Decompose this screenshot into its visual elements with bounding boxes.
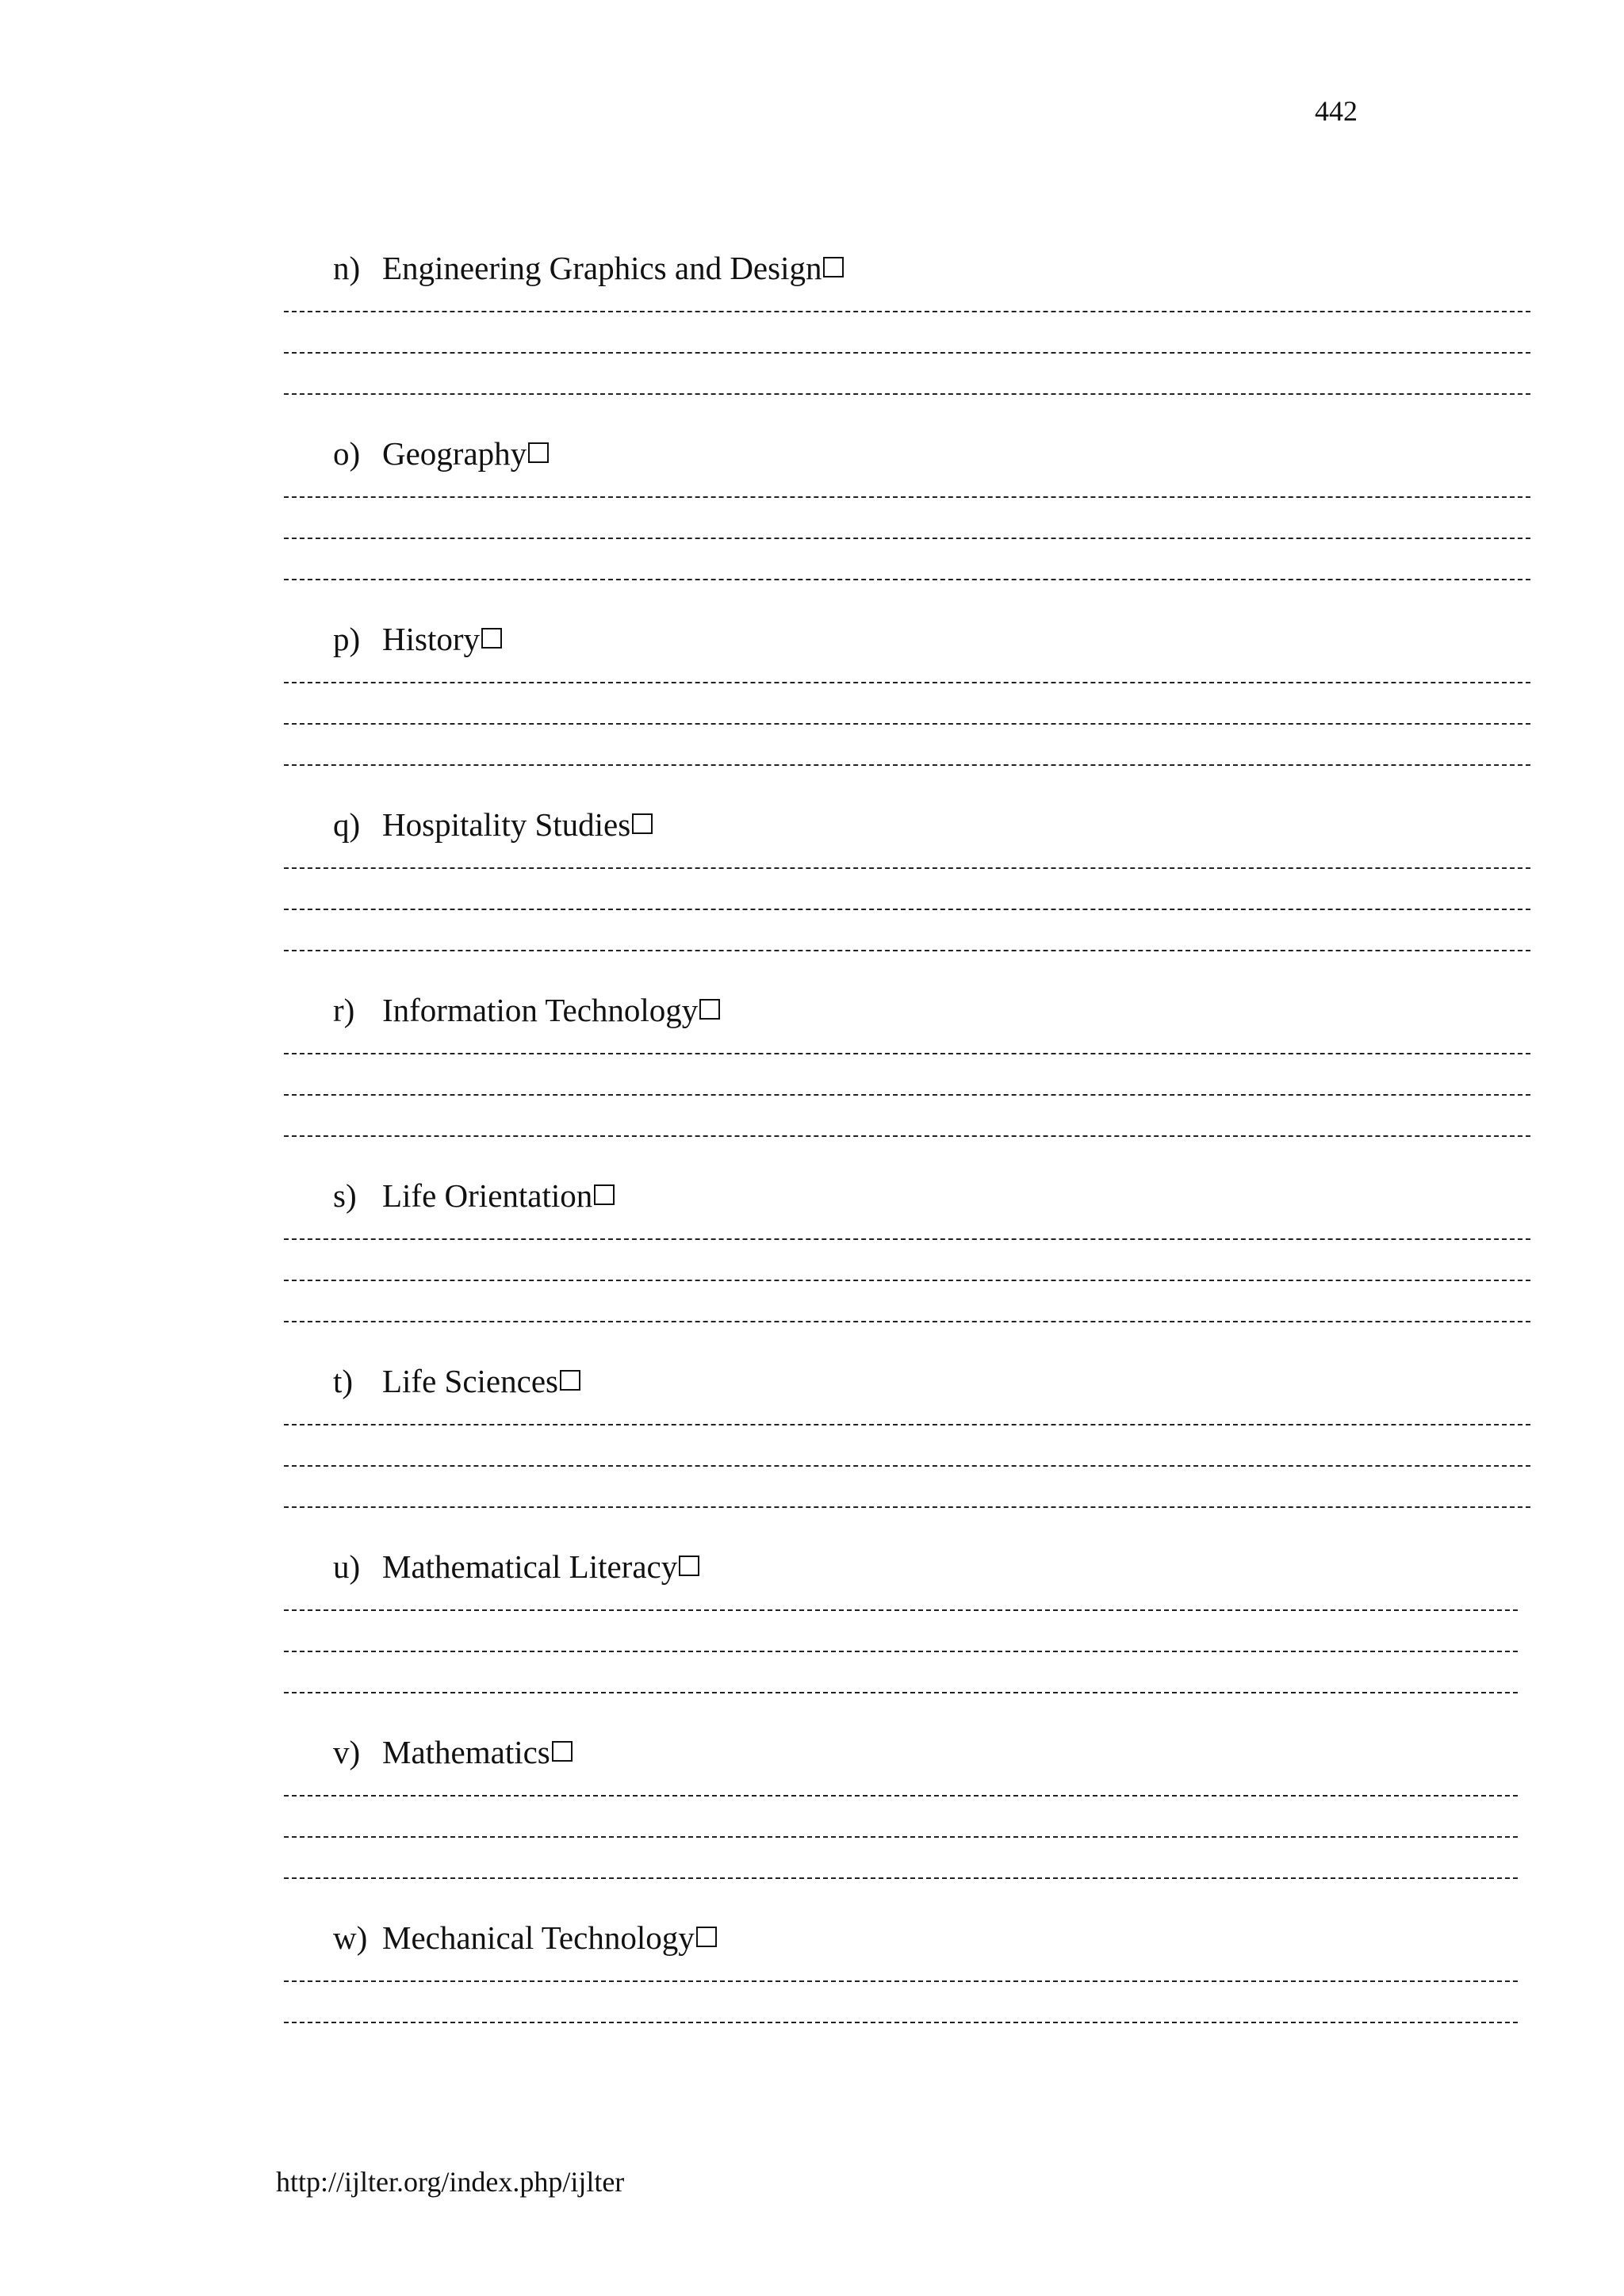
question-letter: t) (333, 1363, 354, 1399)
answer-line[interactable] (284, 2022, 1518, 2023)
answer-line[interactable] (284, 1651, 1518, 1652)
question-item (0, 1351, 1624, 1536)
question-item (0, 1536, 1624, 1722)
checkbox[interactable] (696, 1927, 717, 1947)
question-label: Mathematics (382, 1734, 550, 1770)
question-item (0, 1908, 1624, 2093)
question-label: Life Orientation (382, 1177, 593, 1214)
checkbox[interactable] (594, 1184, 615, 1205)
answer-line[interactable] (284, 496, 1530, 498)
answer-line[interactable] (284, 1795, 1518, 1797)
checkbox[interactable] (632, 813, 653, 834)
answer-line[interactable] (284, 950, 1530, 951)
question-heading (333, 249, 844, 288)
question-letter: r) (333, 992, 355, 1028)
answer-line[interactable] (284, 352, 1530, 354)
answer-line[interactable] (284, 1836, 1518, 1838)
footer-url[interactable]: http://ijlter.org/index.php/ijlter (276, 2166, 625, 2198)
question-heading (333, 434, 549, 473)
answer-line[interactable] (284, 1135, 1530, 1137)
answer-line[interactable] (284, 311, 1530, 312)
question-item (0, 980, 1624, 1165)
answer-line[interactable] (284, 1321, 1530, 1322)
answer-line[interactable] (284, 1506, 1530, 1508)
question-label: Mathematical Literacy (382, 1548, 678, 1585)
question-heading (333, 1362, 580, 1401)
answer-line[interactable] (284, 1609, 1518, 1611)
answer-line[interactable] (284, 764, 1530, 766)
answer-line[interactable] (284, 1094, 1530, 1096)
question-letter: s) (333, 1177, 357, 1214)
question-letter: q) (333, 806, 361, 843)
answer-line[interactable] (284, 682, 1530, 683)
question-heading (333, 991, 720, 1030)
page-number: 442 (1315, 95, 1358, 127)
answer-line[interactable] (284, 579, 1530, 580)
question-label: Engineering Graphics and Design (382, 250, 822, 286)
answer-line[interactable] (284, 393, 1530, 395)
question-heading (333, 1919, 717, 1957)
checkbox[interactable] (481, 628, 502, 649)
answer-line[interactable] (284, 1280, 1530, 1281)
answer-line[interactable] (284, 1465, 1530, 1467)
question-letter: v) (333, 1734, 361, 1770)
answer-line[interactable] (284, 1238, 1530, 1240)
questionnaire-section (0, 238, 1624, 2093)
question-letter: o) (333, 435, 361, 472)
answer-line[interactable] (284, 1980, 1518, 1982)
question-label: Information Technology (382, 992, 699, 1028)
question-letter: w) (333, 1919, 368, 1956)
question-letter: u) (333, 1548, 361, 1585)
checkbox[interactable] (552, 1741, 573, 1762)
answer-line[interactable] (284, 723, 1530, 725)
question-heading (333, 1733, 573, 1772)
question-item (0, 238, 1624, 423)
question-item (0, 1165, 1624, 1351)
question-heading (333, 1548, 699, 1586)
question-label: History (382, 621, 480, 657)
answer-line[interactable] (284, 538, 1530, 539)
question-letter: p) (333, 621, 361, 657)
question-letter: n) (333, 250, 361, 286)
question-heading (333, 1177, 615, 1215)
question-item (0, 609, 1624, 794)
question-item (0, 1722, 1624, 1908)
checkbox[interactable] (679, 1556, 699, 1576)
question-item (0, 794, 1624, 980)
answer-line[interactable] (284, 1692, 1518, 1693)
answer-line[interactable] (284, 909, 1530, 910)
question-label: Hospitality Studies (382, 806, 631, 843)
checkbox[interactable] (560, 1370, 580, 1391)
question-item (0, 423, 1624, 609)
answer-line[interactable] (284, 1424, 1530, 1425)
question-heading (333, 806, 653, 844)
question-label: Mechanical Technology (382, 1919, 695, 1956)
checkbox[interactable] (699, 999, 720, 1020)
question-label: Geography (382, 435, 527, 472)
answer-line[interactable] (284, 867, 1530, 869)
answer-line[interactable] (284, 1877, 1518, 1879)
checkbox[interactable] (823, 257, 844, 277)
question-label: Life Sciences (382, 1363, 558, 1399)
question-heading (333, 620, 502, 659)
checkbox[interactable] (528, 442, 549, 463)
answer-line[interactable] (284, 1053, 1530, 1054)
